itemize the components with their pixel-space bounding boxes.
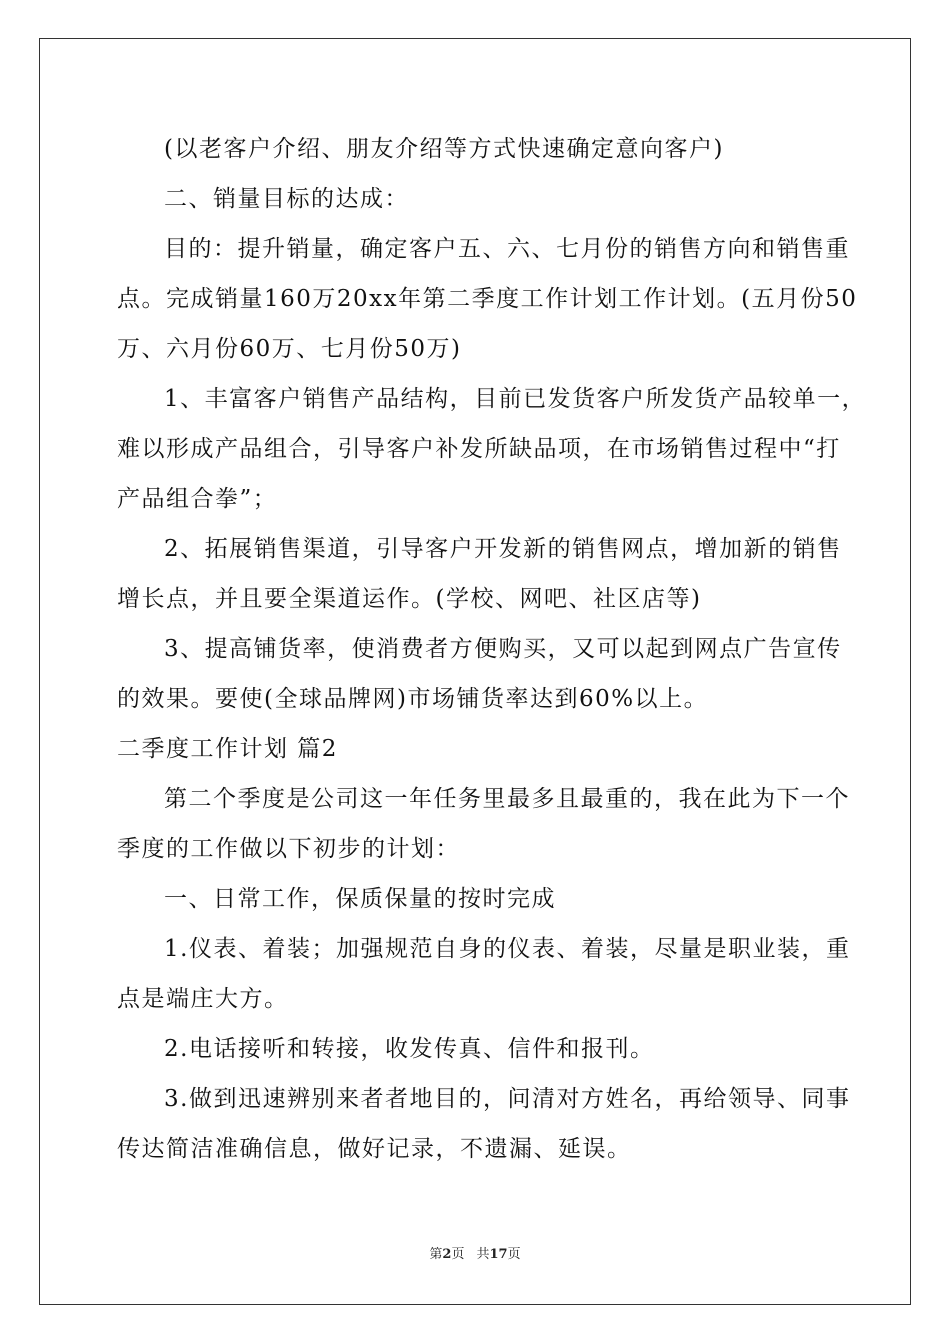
paragraph-line: 点。完成销量160万20xx年第二季度工作计划工作计划。(五月份50 [117, 286, 858, 312]
paragraph-line: 3.做到迅速辨别来者者地目的，问清对方姓名，再给领导、同事 [164, 1086, 851, 1112]
paragraph-line: 目的：提升销量，确定客户五、六、七月份的销售方向和销售重 [164, 236, 850, 262]
paragraph-line: 的效果。要使(全球品牌网)市场铺货率达到60%以上。 [117, 686, 709, 712]
paragraph-line: 2、拓展销售渠道，引导客户开发新的销售网点，增加新的销售 [164, 536, 842, 562]
page-number: 2 [442, 1247, 452, 1262]
page-border [39, 38, 911, 1305]
section-heading: 一、日常工作，保质保量的按时完成 [164, 886, 556, 912]
paragraph-line: 季度的工作做以下初步的计划： [117, 836, 460, 862]
paragraph-line: 产品组合拳”； [117, 486, 278, 512]
page-prefix: 第 [429, 1247, 443, 1262]
page-suffix: 页 [451, 1247, 465, 1262]
page-footer [0, 1246, 950, 1264]
paragraph-line: (以老客户介绍、朋友介绍等方式快速确定意向客户) [164, 136, 724, 162]
total-pages: 17 [489, 1247, 508, 1262]
paragraph-line: 第二个季度是公司这一年任务里最多且最重的，我在此为下一个 [164, 786, 850, 812]
paragraph-line: 难以形成产品组合，引导客户补发所缺品项，在市场销售过程中“打 [117, 436, 841, 462]
paragraph-line: 增长点，并且要全渠道运作。(学校、网吧、社区店等) [117, 586, 702, 612]
article-heading: 二季度工作计划 篇2 [117, 736, 338, 762]
paragraph-line: 1.仪表、着装；加强规范自身的仪表、着装，尽量是职业装，重 [164, 936, 851, 962]
total-prefix: 共 [476, 1247, 490, 1262]
paragraph-line: 1、丰富客户销售产品结构，目前已发货客户所发货产品较单一， [164, 386, 867, 412]
paragraph-line: 点是端庄大方。 [117, 986, 289, 1012]
section-heading: 二、销量目标的达成： [164, 186, 409, 212]
total-suffix: 页 [507, 1247, 521, 1262]
paragraph-line: 万、六月份60万、七月份50万) [117, 336, 462, 362]
paragraph-line: 2.电话接听和转接，收发传真、信件和报刊。 [164, 1036, 655, 1062]
paragraph-line: 传达简洁准确信息，做好记录，不遗漏、延误。 [117, 1136, 632, 1162]
paragraph-line: 3、提高铺货率，使消费者方便购买，又可以起到网点广告宣传 [164, 636, 842, 662]
